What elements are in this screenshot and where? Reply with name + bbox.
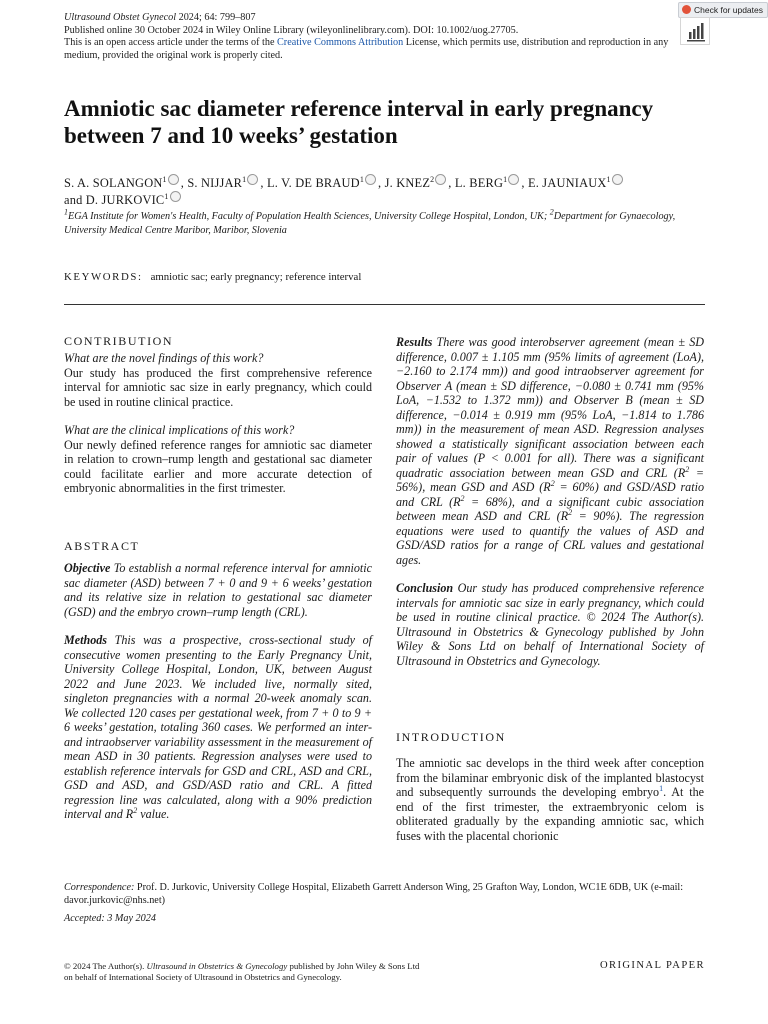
abstract-section [64,539,372,822]
check-for-updates-icon [680,17,710,45]
question-1: What are the novel findings of this work? [64,351,264,365]
keywords-text: amniotic sac; early pregnancy; reference interval [150,271,362,283]
author-affiliation-sup: 1 [359,174,365,184]
correspondence [64,882,704,926]
accepted-date: Accepted: 3 May 2024 [64,913,156,925]
journal-name: Ultrasound Obstet Gynecol [64,12,177,23]
orcid-icon[interactable] [508,174,519,185]
citation: 2024; 64: 799–807 [176,12,256,23]
introduction-heading: INTRODUCTION [396,730,506,744]
article-header [64,12,704,62]
contribution-heading: CONTRIBUTION [64,334,174,348]
author-list: S. A. SOLANGON$^1$ , S. NIJJAR$^1$ , L. V. DE BRAUD$^1$ , J. KNEZ$^2$ , L. BERG$^1$ , E. JAUNIAUX$^1$ and D. JURKOVIC$^1$ [64,174,704,208]
answer-2: Our newly defined reference ranges for amniotic sac diameter in relation to crown–rump length and gestational sac diameter could facilitate earlier and more accurate detection of embryonic abnormalities in the first trimester. [64,437,372,495]
update-dot-icon [682,5,691,14]
author-name: J. KNEZ [384,176,431,190]
affiliations: $^1$EGA Institute for Women's Health, Faculty of Population Health Sciences, University College Hospital, London, UK; $^2$Department for Gynaecology, University Medical Centre Maribor, Maribor, Slovenia [64,207,676,236]
orcid-icon[interactable] [170,191,181,202]
correspondence-label: Correspondence: [64,882,135,893]
correspondence-text: Prof. D. Jurkovic, University College Hospital, Elizabeth Garrett Anderson Wing, 25 Grafton Way, London, WC1E 6DB, UK (e-mail: davor.jurkovic@nhs.net) [64,882,684,906]
article-title: Amniotic sac diameter reference interval in early pregnancy between 7 and 10 weeks’ gestation [64,96,654,148]
author-affiliation-sup: 2 [430,174,435,184]
abstract-conclusion: Conclusion Our study has produced comprehensive reference intervals for amniotic sac size in early pregnancy, which could be used in routine clinical practice. © 2024 The Author(s). Ultrasound in Obstetrics & Gynecology published by John Wiley & Sons Ltd on behalf of International Society of Ultrasound in Obstetrics and Gynecology. [396,581,704,668]
keywords-label: KEYWORDS: [64,271,143,283]
orcid-icon[interactable] [365,174,376,185]
author-name: and D. JURKOVIC [64,193,165,207]
article-type: ORIGINAL PAPER [599,960,705,971]
check-for-updates-label: Check for updates [694,5,763,15]
abstract-methods: Methods This was a prospective, cross-sectional study of consecutive women presenting to the Early Pregnancy Unit, University College Hospital, London, UK, between August 2022 and June 2023. We included live, normally sited, singleton pregnancies with a normal 20-week anomaly scan. We collected 120 cases per gestational week, from 7 + 0 to 9 + 6 weeks’ gestation, totaling 360 cases. We performed an inter- and intraobserver variability assessment in the measurement of mean ASD in 30 patients. Regression analyses were used to establish reference intervals for GSD and CRL, ASD and CRL, GSD and ASD, and GSD/ASD ratio and CRL. A fitted regression line was calculated, along with a 90% prediction interval and $R^2$ value. [64,633,372,821]
author-affiliation-sup: 1 [162,174,167,184]
author-name: L. BERG [454,176,504,190]
author-name: L. V. DE BRAUD [266,176,360,190]
orcid-icon[interactable] [247,174,258,185]
author-affiliation-sup: 1 [164,191,169,201]
reference-1-link[interactable]: 1 [659,783,664,793]
keywords [64,270,704,284]
license-line: This is an open access article under the terms of the Creative Commons Attribution License, which permits use, distribution and reproduction in any medium, provided the original work is properly cited. [64,37,669,61]
check-for-updates-badge[interactable] [676,0,768,48]
abstract-heading: ABSTRACT [64,539,140,553]
author-affiliation-sup: 1 [242,174,247,184]
section-divider [64,304,705,305]
author-name: S. A. SOLANGON [64,176,163,190]
abstract-objective: Objective To establish a normal reference interval for amniotic sac diameter (ASD) between 7 + 0 and 9 + 6 weeks’ gestation and its relative size in relation to gestational sac diameter (GSD) and the embryo crown–rump length (CRL). [64,561,372,619]
abstract-results: Results There was good interobserver agreement (mean ± SD difference, 0.007 ± 1.105 mm (95% limits of agreement (LoA), −2.160 to 2.174 mm)) and good intraobserver agreement for Observer A (mean ± SD difference, −0.080 ± 0.741 mm (95% LoA, −1.532 to 1.372 mm)) and Observer B (mean ± SD difference, −0.014 ± 0.919 mm (95% LoA, −1.814 to 1.786 mm)) in the measurement of mean ASD. Regression analyses showed a statistically significant association between each pair of values (P < 0.001 for all). There was a significant quadratic association between mean GSD and CRL $(R^2 = 56\%)$, mean GSD and ASD $(R^2 = 60\%)$ and GSD/ASD ratio and CRL $(R^2 = 68\%)$, and a significant cubic association between mean ASD and CRL $(R^2 = 90\%)$. The regression equations were used to quantify the values of ASD and GSD/ASD ratios for a range of CRL values and gestational ages. [396,335,705,567]
contribution-section [64,334,372,496]
orcid-icon[interactable] [435,174,446,185]
author-affiliation-sup: 1 [606,174,611,184]
introduction-text: The amniotic sac develops in the third week after conception from the bilaminar embryonic disk of the implanted blastocyst and subsequently surrounds the developing embryo$^1$. At the end of the first trimester, the extraembryonic celom is obliterated gradually by the expanding amniotic sac, which fuses with the placental chorionic [396,756,704,843]
introduction-section [396,730,704,843]
check-for-updates-button[interactable] [678,2,768,18]
abstract-results-section [396,335,704,668]
question-2: What are the clinical implications of this work? [64,423,295,437]
author-affiliation-sup: 1 [503,174,508,184]
copyright-footer: © 2024 The Author(s). Ultrasound in Obstetrics & Gynecology published by John Wiley & Sons Ltd on behalf of International Society of Ultrasound in Obstetrics and Gynecology. [64,961,420,983]
author-name: S. NIJJAR [187,176,243,190]
author-name: E. JAUNIAUX [527,176,607,190]
orcid-icon[interactable] [168,174,179,185]
published-line: Published online 30 October 2024 in Wiley Online Library (wileyonlinelibrary.com). DOI: 10.1002/uog.27705. [64,24,519,36]
answer-1: Our study has produced the first comprehensive reference interval for amniotic sac size in early pregnancy, which could be used in routine clinical practice. [64,365,372,409]
license-link[interactable]: Creative Commons Attribution [277,37,404,49]
orcid-icon[interactable] [612,174,623,185]
